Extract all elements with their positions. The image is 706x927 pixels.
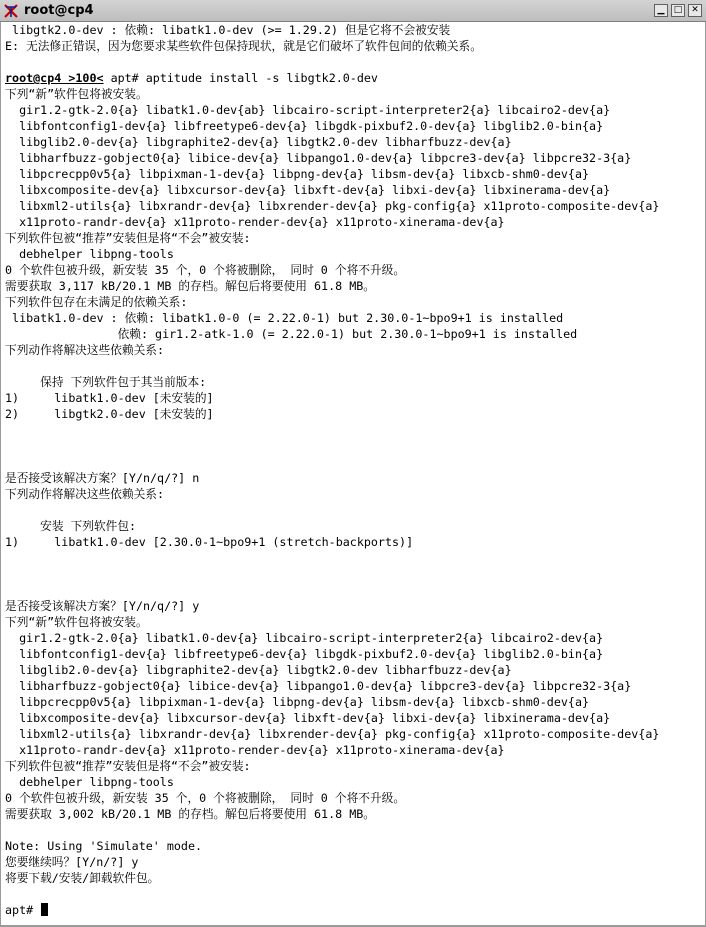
terminal-line-text: libxcomposite-dev{a} libxcursor-dev{a} libxft-dev{a} libxi-dev{a} libxinerama-dev{a} bbox=[5, 711, 611, 725]
terminal-line bbox=[5, 102, 610, 118]
terminal-line bbox=[5, 470, 199, 486]
terminal-line bbox=[5, 678, 631, 694]
terminal-line bbox=[5, 134, 512, 150]
terminal-line bbox=[5, 118, 603, 134]
terminal-line-text: libfontconfig1-dev{a} libfreetype6-dev{a} libgdk-pixbuf2.0-dev{a} libglib2.0-bin{a} bbox=[5, 119, 604, 133]
terminal-line bbox=[5, 694, 589, 710]
terminal-line-text: x11proto-randr-dev{a} x11proto-render-dev{a} x11proto-xinerama-dev{a} bbox=[5, 215, 505, 229]
terminal-line-text: 下列动作将解决这些依赖关系: bbox=[5, 487, 164, 501]
terminal-line bbox=[5, 390, 214, 406]
terminal-line-text: libxml2-utils{a} libxrandr-dev{a} libxrender-dev{a} pkg-config{a} x11proto-composite-dev{a} bbox=[5, 727, 660, 741]
terminal-line bbox=[5, 598, 199, 614]
terminal-line bbox=[5, 902, 48, 918]
terminal-line-text: 下列动作将解决这些依赖关系: bbox=[5, 343, 164, 357]
terminal-line bbox=[5, 406, 214, 422]
terminal-line bbox=[5, 486, 164, 502]
terminal-line bbox=[5, 198, 659, 214]
terminal-line bbox=[5, 166, 589, 182]
terminal-line-text: x11proto-randr-dev{a} x11proto-render-dev{a} x11proto-xinerama-dev{a} bbox=[5, 743, 505, 757]
terminal-line bbox=[5, 646, 603, 662]
terminal-line bbox=[5, 182, 610, 198]
terminal-line-text: libglib2.0-dev{a} libgraphite2-dev{a} libgtk2.0-dev libharfbuzz-dev{a} bbox=[5, 135, 512, 149]
terminal-line-text: debhelper libpng-tools bbox=[5, 775, 174, 789]
terminal-line-text: 下列软件包被“推荐”安装但是将“不会”被安装: bbox=[5, 231, 251, 245]
terminal-line-text: libharfbuzz-gobject0{a} libice-dev{a} libpango1.0-dev{a} libpcre3-dev{a} libpcre32-3{a} bbox=[5, 151, 632, 165]
terminal-line-text: libgtk2.0-dev : 依赖: libatk1.0-dev (>= 1.29.2) 但是它将不会被安装 bbox=[5, 23, 451, 37]
terminal-line-text: libxcomposite-dev{a} libxcursor-dev{a} libxft-dev{a} libxi-dev{a} libxinerama-dev{a} bbox=[5, 183, 611, 197]
terminal-line bbox=[5, 150, 631, 166]
terminal-line-text: libglib2.0-dev{a} libgraphite2-dev{a} libgtk2.0-dev libharfbuzz-dev{a} bbox=[5, 663, 512, 677]
terminal-line-text: libharfbuzz-gobject0{a} libice-dev{a} libpango1.0-dev{a} libpcre3-dev{a} libpcre32-3{a} bbox=[5, 679, 632, 693]
terminal-line-text: 是否接受该解决方案？[Y/n/q/?] n bbox=[5, 471, 200, 485]
terminal-line bbox=[5, 294, 187, 310]
terminal-line-text: 0 个软件包被升级，新安装 35 个，0 个将被删除， 同时 0 个将不升级。 bbox=[5, 791, 406, 805]
terminal-line bbox=[5, 38, 482, 54]
terminal-line bbox=[5, 22, 450, 38]
terminal-output[interactable] bbox=[0, 22, 706, 927]
terminal-x-icon[interactable] bbox=[3, 3, 19, 19]
terminal-line-text: 安装 下列软件包: bbox=[5, 519, 137, 533]
terminal-line bbox=[5, 534, 413, 550]
terminal-line bbox=[5, 710, 610, 726]
terminal-line-text: apt# bbox=[5, 903, 41, 917]
terminal-line-text: gir1.2-gtk-2.0{a} libatk1.0-dev{a} libcairo-script-interpreter2{a} libcairo2-dev{a} bbox=[5, 631, 604, 645]
title-bar[interactable] bbox=[0, 0, 706, 22]
terminal-line bbox=[5, 310, 563, 326]
terminal-line bbox=[5, 790, 405, 806]
terminal-line bbox=[5, 662, 512, 678]
terminal-line bbox=[5, 742, 505, 758]
terminal-line-text: 您要继续吗？[Y/n/?] y bbox=[5, 855, 139, 869]
terminal-line bbox=[5, 726, 659, 742]
terminal-line-text: 需要获取 3,002 kB/20.1 MB 的存档。解包后将要使用 61.8 MB。 bbox=[5, 807, 375, 821]
terminal-line-text: 下列“新”软件包将被安装。 bbox=[5, 615, 148, 629]
terminal-line bbox=[5, 86, 148, 102]
shell-prompt: root@cp4 >100< bbox=[5, 71, 104, 85]
minimize-button[interactable]: ▁ bbox=[654, 4, 668, 17]
terminal-line bbox=[5, 246, 174, 262]
terminal-line-text: 下列“新”软件包将被安装。 bbox=[5, 87, 148, 101]
terminal-line bbox=[5, 614, 148, 630]
close-button[interactable]: ✕ bbox=[688, 4, 702, 17]
terminal-line bbox=[5, 214, 505, 230]
terminal-line-text: libxml2-utils{a} libxrandr-dev{a} libxrender-dev{a} pkg-config{a} x11proto-composite-dev{a} bbox=[5, 199, 660, 213]
maximize-button[interactable]: □ bbox=[671, 4, 685, 17]
terminal-line bbox=[5, 774, 174, 790]
terminal-line-text: Note: Using 'Simulate' mode. bbox=[5, 839, 203, 853]
terminal-line-text: libpcrecpp0v5{a} libpixman-1-dev{a} libpng-dev{a} libsm-dev{a} libxcb-shm0-dev{a} bbox=[5, 167, 590, 181]
terminal-line-text: 需要获取 3,117 kB/20.1 MB 的存档。解包后将要使用 61.8 MB。 bbox=[5, 279, 375, 293]
terminal-line-text: libpcrecpp0v5{a} libpixman-1-dev{a} libpng-dev{a} libsm-dev{a} libxcb-shm0-dev{a} bbox=[5, 695, 590, 709]
terminal-line bbox=[5, 326, 577, 342]
terminal-line-text: 1) libatk1.0-dev [未安装的] bbox=[5, 391, 214, 405]
terminal-line bbox=[5, 70, 378, 86]
terminal-line-text: E: 无法修正错误，因为您要求某些软件包保持现状，就是它们破坏了软件包间的依赖关系。 bbox=[5, 39, 482, 53]
terminal-line-text: 是否接受该解决方案？[Y/n/q/?] y bbox=[5, 599, 200, 613]
terminal-line bbox=[5, 630, 603, 646]
terminal-line bbox=[5, 518, 136, 534]
terminal-line bbox=[5, 758, 251, 774]
terminal-line-text: 依赖: gir1.2-atk-1.0 (= 2.22.0-1) but 2.30.0-1~bpo9+1 is installed bbox=[5, 327, 578, 341]
window-title: root@cp4 bbox=[24, 3, 94, 18]
terminal-line bbox=[5, 278, 375, 294]
terminal-line-text: 0 个软件包被升级，新安装 35 个，0 个将被删除， 同时 0 个将不升级。 bbox=[5, 263, 406, 277]
terminal-line bbox=[5, 374, 206, 390]
terminal-line bbox=[5, 854, 138, 870]
terminal-line bbox=[5, 342, 164, 358]
terminal-line bbox=[5, 262, 405, 278]
terminal-line-text: gir1.2-gtk-2.0{a} libatk1.0-dev{ab} libcairo-script-interpreter2{a} libcairo2-dev{a} bbox=[5, 103, 611, 117]
terminal-line bbox=[5, 838, 202, 854]
terminal-line-text: 将要下载/安装/卸载软件包。 bbox=[5, 871, 160, 885]
terminal-line-text: libatk1.0-dev : 依赖: libatk1.0-0 (= 2.22.0-1) but 2.30.0-1~bpo9+1 is installed bbox=[5, 311, 564, 325]
terminal-line-text: apt# aptitude install -s libgtk2.0-dev bbox=[110, 71, 378, 85]
terminal-line-text: 1) libatk1.0-dev [2.30.0-1~bpo9+1 (stretch-backports)] bbox=[5, 535, 414, 549]
terminal-line-text: 2) libgtk2.0-dev [未安装的] bbox=[5, 407, 214, 421]
terminal-line bbox=[5, 230, 251, 246]
terminal-line-text: libfontconfig1-dev{a} libfreetype6-dev{a} libgdk-pixbuf2.0-dev{a} libglib2.0-bin{a} bbox=[5, 647, 604, 661]
terminal-line bbox=[5, 870, 159, 886]
terminal-line-text: 下列软件包被“推荐”安装但是将“不会”被安装: bbox=[5, 759, 251, 773]
terminal-line-text: debhelper libpng-tools bbox=[5, 247, 174, 261]
terminal-line-text: 保持 下列软件包于其当前版本: bbox=[5, 375, 207, 389]
text-cursor bbox=[41, 903, 48, 916]
terminal-line-text: 下列软件包存在未满足的依赖关系: bbox=[5, 295, 188, 309]
terminal-line bbox=[5, 806, 375, 822]
